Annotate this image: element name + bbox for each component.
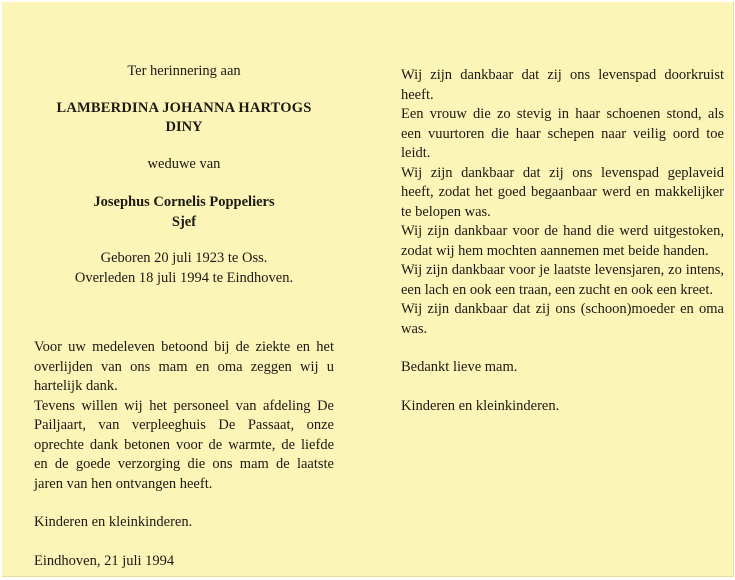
memorial-card — [2, 2, 734, 577]
farewell-text: Bedankt lieve mam. — [401, 359, 518, 375]
birth-date: Geboren 20 juli 1923 te Oss. — [100, 250, 268, 266]
deceased-full-name: LAMBERDINA JOHANNA HARTOGS — [56, 99, 312, 116]
spouse-nickname: Sjef — [171, 213, 197, 230]
verse-6: Wij zijn dankbaar dat zij ons (schoon)moeder en oma was. — [401, 301, 724, 337]
left-signature: Kinderen en kleinkinderen. — [34, 514, 193, 530]
verse-1: Wij zijn dankbaar dat zij ons levenspad doorkruist heeft. — [401, 67, 724, 103]
left-column — [34, 62, 334, 571]
spouse-name: Josephus Cornelis Poppeliers — [93, 194, 275, 210]
intro-text: Ter herinnering aan — [127, 63, 241, 79]
place-and-date: Eindhoven, 21 juli 1994 — [34, 552, 175, 569]
thanks-paragraph-2: Tevens willen wij het personeel van afdeling De Pailjaart, van verpleeghuis De Passaat, onze oprechte dank betonen voor de warmte, de liefde en de goede verzorging die ons mam de laatste jaren van hen ontvangen heeft. — [34, 397, 334, 492]
verse-5: Wij zijn dankbaar voor je laatste levensjaren, zo intens, een lach en ook een traan, een zucht en ook een kreet. — [401, 262, 724, 298]
right-column — [401, 66, 724, 416]
thanks-paragraph-1: Voor uw medeleven betoond bij de ziekte en het overlijden van ons mam en oma zeggen wij u hartelijk dank. — [34, 339, 334, 394]
widow-of-text: weduwe van — [147, 155, 221, 172]
right-signature: Kinderen en kleinkinderen. — [401, 397, 560, 414]
verse-3: Wij zijn dankbaar dat zij ons levenspad geplaveid heeft, zodat het goed begaanbaar werd en makkelijker te belopen was. — [401, 164, 724, 220]
verse-2: Een vrouw die zo stevig in haar schoenen stond, als een vuurtoren die haar schepen naar veilig oord toe leidt. — [401, 106, 724, 161]
deceased-nickname: DINY — [165, 119, 203, 135]
death-date: Overleden 18 juli 1994 te Eindhoven. — [74, 269, 294, 286]
verse-4: Wij zijn dankbaar voor de hand die werd uitgestoken, zodat wij hem mochten aannemen met beide handen. — [401, 223, 724, 259]
